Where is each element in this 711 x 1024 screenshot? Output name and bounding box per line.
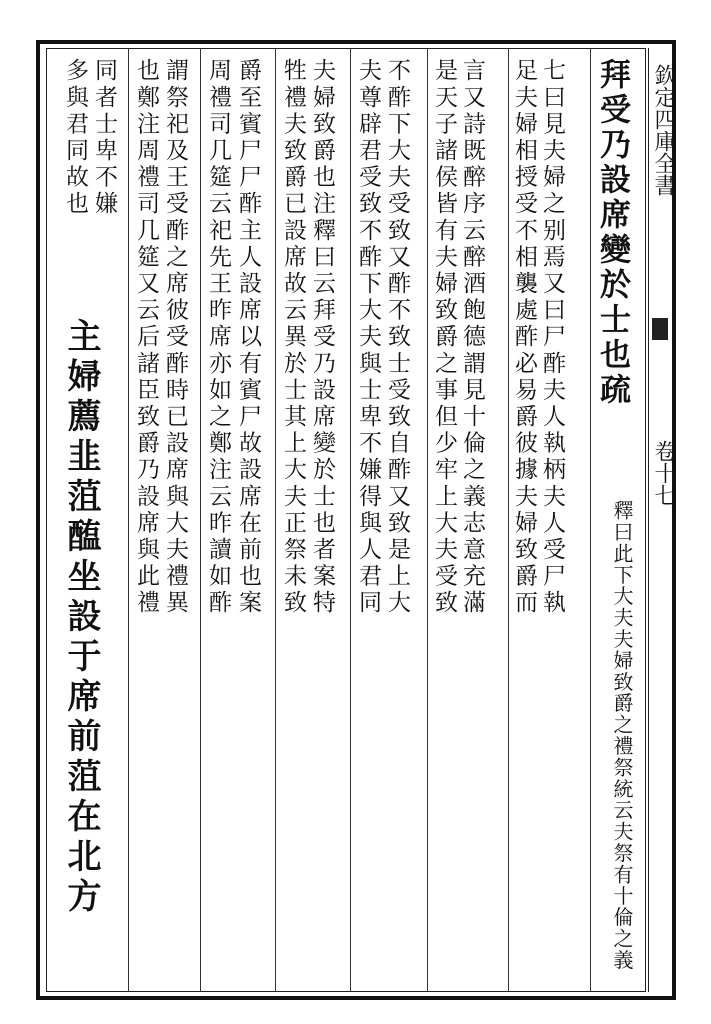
commentary-column: 牲禮夫致爵已設席故云異於士其上大夫正祭未致: [280, 58, 306, 617]
main-text-column: 主婦薦韭菹醢坐設于席前菹在北方: [61, 318, 101, 918]
library-title: 欽定四庫全書: [651, 64, 676, 196]
commentary-column: 夫尊辟君受致不酢下大夫與士卑不嫌得與人君同: [355, 58, 381, 617]
column-rule: [128, 48, 129, 992]
commentary-column: 七曰見夫婦之别焉又曰尸酢夫人執柄夫人受尸執: [539, 58, 565, 617]
fishtail-mark: [652, 318, 668, 340]
volume-label: 卷十七: [651, 440, 676, 506]
commentary-column: 多與君同故也: [62, 58, 88, 218]
main-text-column: 拜受乃設席變於士也疏: [594, 58, 630, 408]
commentary-column: 釋曰此下大夫夫婦致爵之禮祭統云夫祭有十倫之義: [610, 500, 634, 971]
column-rule: [590, 48, 591, 992]
column-rule: [427, 48, 428, 992]
column-rule: [508, 48, 509, 992]
commentary-column: 言又詩既醉序云醉酒飽德謂見十倫之義志意充滿: [459, 58, 485, 617]
commentary-column: 周禮司几筵云祀先王昨席亦如之鄭注云昨讀如酢: [205, 58, 231, 617]
column-rule: [275, 48, 276, 992]
column-rule: [200, 48, 201, 992]
commentary-column: 不酢下大夫受致又酢不致士受致自酢又致是上大: [384, 58, 410, 617]
commentary-column: 夫婦致爵也注釋曰云拜受乃設席變於士也者案特: [309, 58, 335, 617]
commentary-column: 也鄭注周禮司几筵又云后諸臣致爵乃設席與此禮: [133, 58, 159, 617]
commentary-column: 是天子諸侯皆有夫婦致爵之事但少牢上大夫受致: [431, 58, 457, 617]
commentary-column: 同者士卑不嫌: [91, 58, 117, 218]
commentary-column: 足夫婦相授受不相襲處酢必易爵彼據夫婦致爵而: [511, 58, 537, 617]
column-rule: [350, 48, 351, 992]
commentary-column: 謂祭祀及王受酢之席彼受酢時已設席與大夫禮異: [162, 58, 188, 617]
commentary-column: 爵至賓尸尸酢主人設席以有賓尸故設席在前也案: [235, 58, 261, 617]
